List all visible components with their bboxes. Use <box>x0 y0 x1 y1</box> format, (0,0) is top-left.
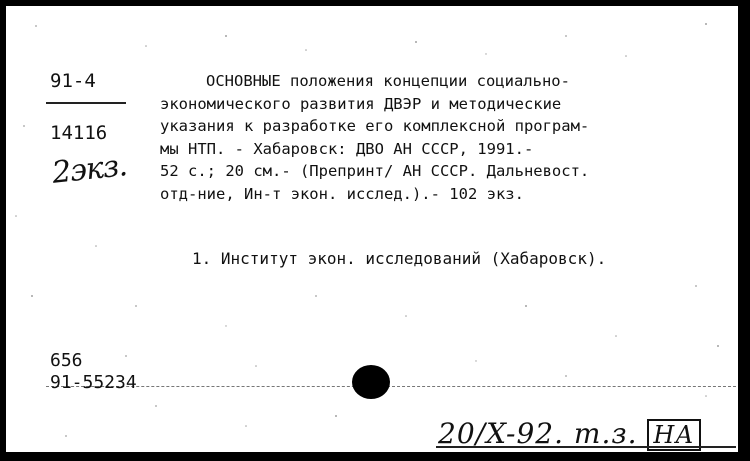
entry-line: указания к разработке его комплексной програм- <box>160 117 590 135</box>
accession-number: 91-55234 <box>50 372 137 393</box>
call-number-divider <box>46 102 126 104</box>
handwritten-copies-note: 2экз. <box>50 148 129 191</box>
entry-line: 52 с.; 20 см.- (Препринт/ АН СССР. Дальневост. <box>160 162 590 180</box>
card-divider <box>46 386 736 387</box>
entry-line: мы НТП. - Хабаровск: ДВО АН СССР, 1991.- <box>160 139 534 158</box>
catalog-card <box>6 6 738 452</box>
handwritten-stamp-date: 20/X-92. т.з. <box>438 417 638 450</box>
bibliographic-entry <box>160 70 720 205</box>
call-number-bottom: 14116 <box>50 122 108 144</box>
entry-line: экономического развития ДВЭР и методические <box>160 94 562 113</box>
location-code: 656 <box>50 350 83 371</box>
stamp-underline <box>436 446 736 448</box>
call-number-top: 91-4 <box>50 70 96 92</box>
punch-hole <box>352 365 390 399</box>
entry-line: ОСНОВНЫЕ положения концепции социально- <box>206 72 570 90</box>
handwritten-stamp-code: НА <box>647 419 700 451</box>
subject-heading: 1. Институт экон. исследований (Хабаровск). <box>192 249 607 268</box>
entry-line: отд-ние, Ин-т экон. исслед.).- 102 экз. <box>160 184 524 203</box>
